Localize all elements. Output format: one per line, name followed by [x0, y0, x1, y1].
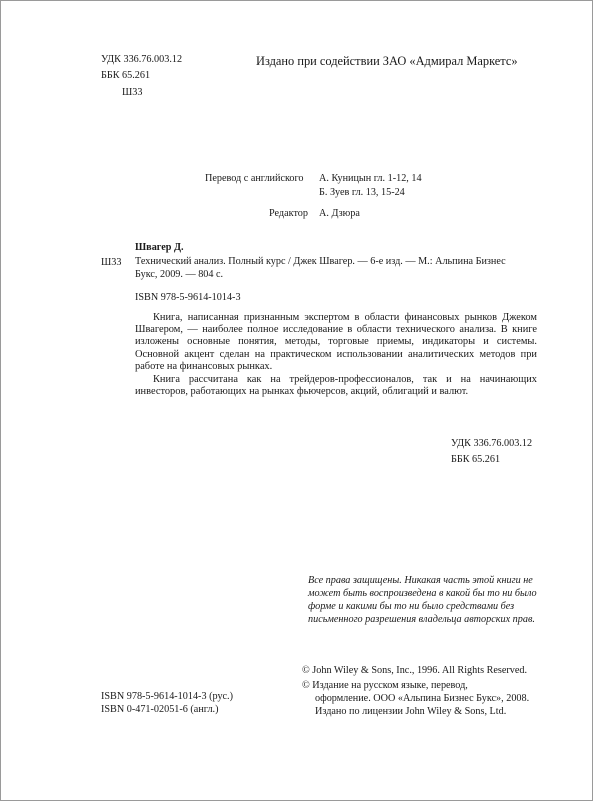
catalog-line-1: Технический анализ. Полный курс / Джек Швагер. — 6-е изд. — М.: Альпина Бизнес [135, 256, 506, 267]
catalog-author-mark: Ш33 [101, 257, 122, 268]
bbk-code: ББК 65.261 [101, 70, 151, 81]
copyright-wiley: © John Wiley & Sons, Inc., 1996. All Rights Reserved. [302, 665, 528, 676]
editor-name: А. Дзюра [319, 208, 360, 219]
udk-code: УДК 336.76.003.12 [101, 54, 183, 65]
isbn-english: ISBN 0-471-02051-6 (англ.) [101, 704, 219, 715]
catalog-line-2: Букс, 2009. — 804 с. [135, 269, 224, 280]
translator-1: А. Куницын гл. 1-12, 14 [319, 173, 422, 184]
annotation-paragraph-2: Книга рассчитана как на трейдеров-профессионалов, так и на начинающих инвесторов, работающих на рынках фьючерсов, акций, облигаций и валют. [135, 374, 537, 398]
rights-notice: Все права защищены. Никакая часть этой книги не может быть воспроизведена в какой бы то ни было форме и какими бы то ни было средствами без письменного разрешения владельца авторских прав. [308, 575, 537, 625]
bbk-code-right: ББК 65.261 [451, 454, 501, 465]
copyright-license: Издано по лицензии John Wiley & Sons, Ltd. [315, 706, 507, 717]
editor-label: Редактор [269, 208, 308, 219]
translator-2: Б. Зуев гл. 13, 15-24 [319, 187, 405, 198]
udk-code-right: УДК 336.76.003.12 [451, 438, 533, 449]
author-mark: Ш33 [122, 87, 143, 98]
publisher-note: Издано при содействии ЗАО «Адмирал Маркетс» [256, 54, 518, 68]
catalog-isbn: ISBN 978-5-9614-1014-3 [135, 292, 241, 303]
catalog-author: Швагер Д. [135, 242, 184, 253]
isbn-russian: ISBN 978-5-9614-1014-3 (рус.) [101, 691, 233, 702]
translation-label: Перевод с английского [205, 173, 304, 184]
copyright-russian-1: © Издание на русском языке, перевод, [302, 680, 468, 691]
copyright-russian-2: оформление. ООО «Альпина Бизнес Букс», 2008. [315, 693, 530, 704]
annotation-paragraph-1: Книга, написанная признанным экспертом в области финансовых рынков Джеком Швагером, — наиболее полное исследование в области технического анализа. В книге изложены основные понятия, методы, торговые приемы, индикаторы и системы. Основной акцент сделан на практическом использовании аналитических методов при работе на финансовых рынках. [135, 312, 537, 372]
